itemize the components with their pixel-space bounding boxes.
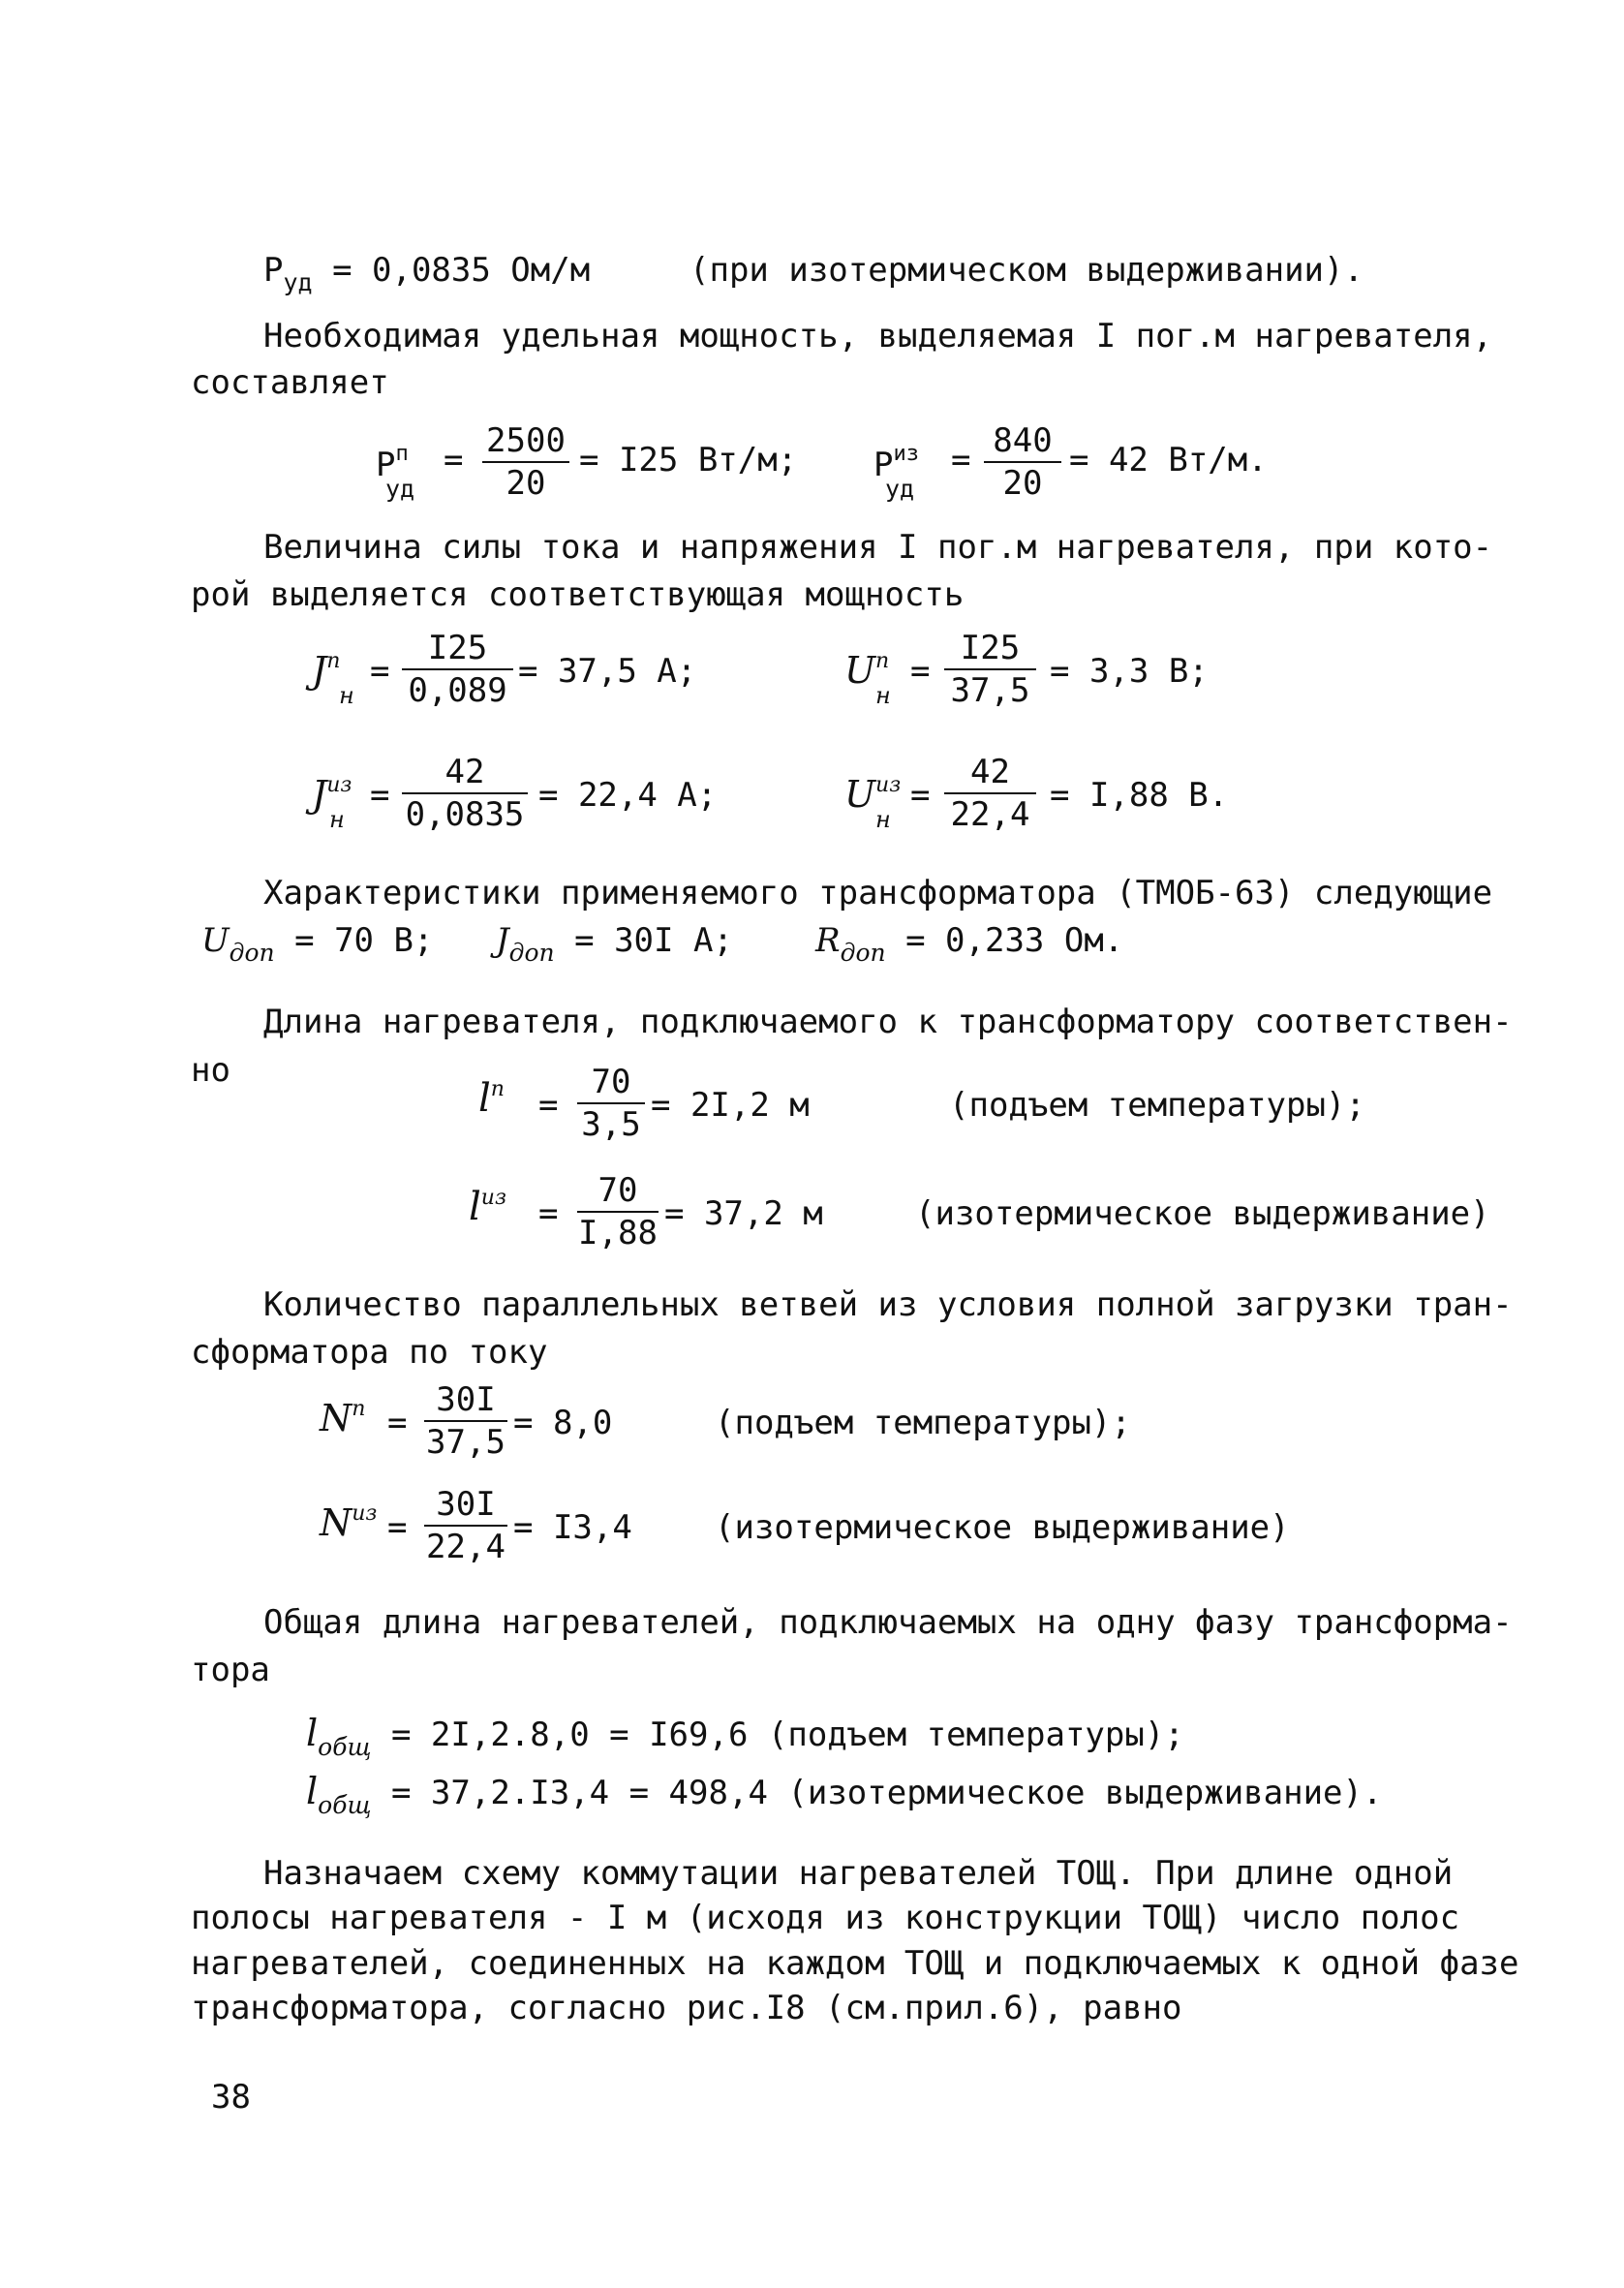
power-heating-label: $P^п$ (376, 442, 409, 484)
fraction-branches-iso: $\frac{30I}{22,4}$ (424, 1488, 507, 1563)
paragraph-power-line1: Необходимая удельная мощность, выделяемая I пог.м нагревателя, (263, 317, 1493, 356)
branches-heating-note: (подъем температуры); (715, 1404, 1131, 1442)
current-heating-result: = 37,5 А; (518, 652, 697, 691)
paragraph-scheme-line2: полосы нагревателя - I м (исходя из конструкции ТОЩ) число полос (191, 1899, 1460, 1937)
paragraph-scheme-line3: нагревателей, соединенных на каждом ТОЩ и подключаемых к одной фазе (191, 1944, 1519, 1983)
branches-iso-result: = I3,4 (513, 1508, 632, 1547)
power-heating-sub: уд (385, 475, 415, 503)
fraction-length-heating: $\frac{70}{3,5}$ (577, 1066, 645, 1141)
fraction-current-iso: $\frac{42}{0,0835}$ (402, 756, 528, 831)
current-sub: н (329, 806, 345, 833)
equals-sign: = (444, 441, 464, 479)
fraction-branches-heating: $\frac{30I}{37,5}$ (424, 1383, 507, 1459)
current-heating-symbol: $J^п$ (312, 649, 341, 692)
length-heating-note: (подъем температуры); (949, 1086, 1365, 1125)
paragraph-power-line2: составляет (191, 363, 389, 402)
fraction-voltage-iso: $\frac{42}{22,4}$ (944, 756, 1036, 831)
resistance-value: = 0,0835 Ом/м (332, 251, 591, 290)
voltage-sub: н (875, 682, 891, 709)
power-iso-sub: уд (885, 475, 915, 503)
current-sub: н (339, 682, 354, 709)
equals-sign: = (951, 441, 971, 479)
transformer-voltage: $U_{доп} = 70$ В; (201, 921, 434, 967)
resistance-note: (при изотермическом выдерживании). (689, 251, 1364, 290)
equals-sign: = (538, 1194, 559, 1233)
page-number: 38 (211, 2078, 251, 2117)
fraction-voltage-heating: $\frac{I25}{37,5}$ (944, 632, 1036, 707)
transformer-resistance: $R_{доп} = 0,233$ Ом. (815, 921, 1124, 967)
total-length-iso: $l_{общ} = 37,2.I3,4 = 498,4$ (изотермическое выдерживание). (306, 1770, 1383, 1819)
paragraph-scheme-line1: Назначаем схему коммутации нагревателей ТОЩ. При длине одной (263, 1854, 1454, 1893)
voltage-iso-result: = I,88 В. (1050, 776, 1229, 815)
transformer-current: $J_{доп} = 30I$ А; (496, 921, 733, 967)
length-heating-symbol: $l^п$ (478, 1076, 505, 1121)
fraction-power-iso: $\frac{840}{20}$ (984, 424, 1061, 500)
paragraph-current-line1: Величина силы тока и напряжения I пог.м нагревателя, при кото- (263, 528, 1493, 567)
length-iso-note: (изотермическое выдерживание) (915, 1194, 1490, 1233)
length-heating-result: = 2I,2 м (651, 1086, 810, 1125)
fraction-power-heating: $\frac{2500}{20}$ (482, 424, 569, 500)
total-length-heating: $l_{общ} = 2I,2.8,0 = I69,6$ (подъем температуры); (306, 1712, 1184, 1761)
branches-iso-symbol: $N^{из}$ (320, 1501, 378, 1544)
equals-sign: = (910, 652, 931, 691)
current-iso-symbol: $J^{из}$ (312, 773, 352, 816)
equals-sign: = (538, 1086, 559, 1125)
fraction-current-heating: $\frac{I25}{0,089}$ (402, 632, 513, 707)
branches-heating-result: = 8,0 (513, 1404, 613, 1442)
equals-sign: = (910, 776, 931, 815)
specific-resistance-line (263, 251, 591, 296)
paragraph-branches-line2: сформатора по току (191, 1333, 548, 1372)
voltage-sub: н (875, 806, 891, 833)
paragraph-transformer: Характеристики применяемого трансформатора (ТМОБ-63) следующие (263, 874, 1493, 912)
paragraph-total-line2: тора (191, 1651, 270, 1689)
power-iso-label: $P^{из}$ (873, 442, 919, 484)
equals-sign: = (370, 652, 390, 691)
length-iso-result: = 37,2 м (664, 1194, 823, 1233)
power-iso-result: = 42 Вт/м. (1069, 441, 1268, 479)
current-iso-result: = 22,4 А; (538, 776, 718, 815)
power-heating-result: = I25 Вт/м; (579, 441, 798, 479)
fraction-length-iso: $\frac{70}{I,88}$ (578, 1171, 658, 1252)
equals-sign: = (387, 1404, 408, 1442)
paragraph-total-line1: Общая длина нагревателей, подключаемых на одну фазу трансформа- (263, 1603, 1513, 1642)
paragraph-current-line2: рой выделяется соответствующая мощность (191, 575, 965, 614)
paragraph-length-line1: Длина нагревателя, подключаемого к трансформатору соответствен- (263, 1003, 1513, 1041)
paragraph-scheme-line4: трансформатора, согласно рис.I8 (см.прил.6), равно (191, 1989, 1182, 2027)
p-subscript: уд (283, 268, 313, 296)
equals-sign: = (370, 776, 390, 815)
length-iso-symbol: $l^{из}$ (469, 1185, 506, 1229)
voltage-heating-symbol: $U^п$ (844, 649, 890, 692)
paragraph-branches-line1: Количество параллельных ветвей из условия полной загрузки тран- (263, 1285, 1513, 1324)
branches-heating-symbol: $N^п$ (320, 1397, 366, 1439)
equals-sign: = (387, 1508, 408, 1547)
voltage-heating-result: = 3,3 В; (1050, 652, 1209, 691)
p-symbol: P (263, 251, 284, 290)
voltage-iso-symbol: $U^{из}$ (844, 773, 902, 816)
paragraph-length-line2: но (191, 1051, 230, 1090)
branches-iso-note: (изотермическое выдерживание) (715, 1508, 1290, 1547)
